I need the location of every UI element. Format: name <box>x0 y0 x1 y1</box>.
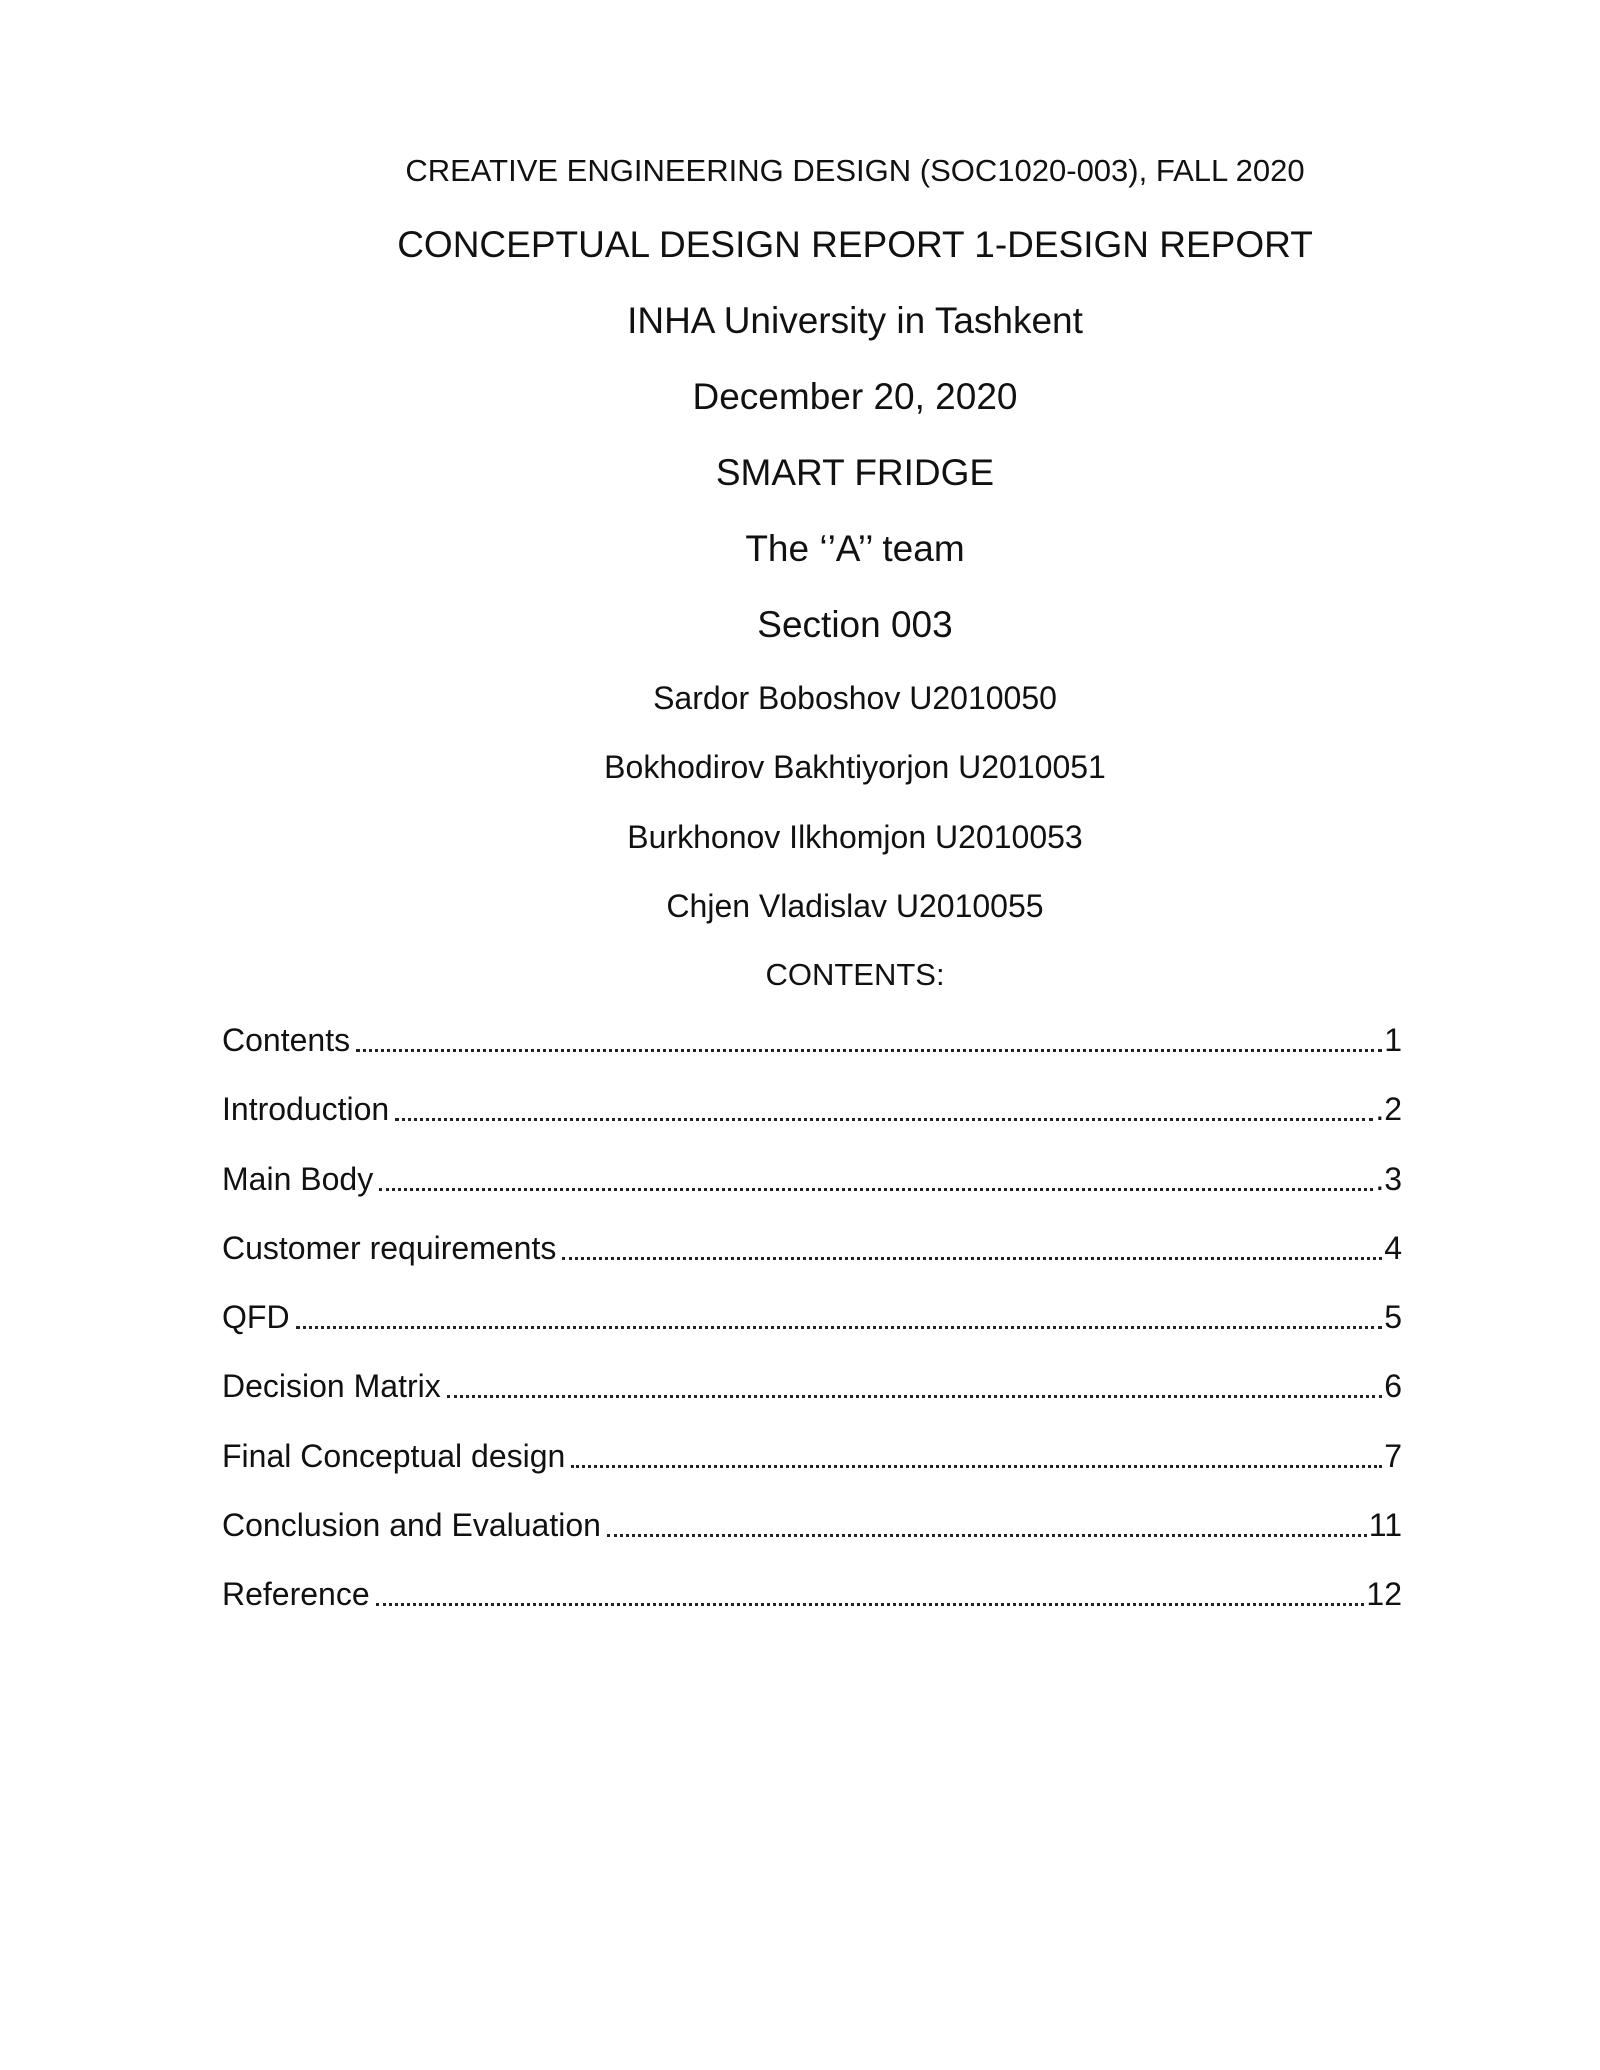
toc-entry <box>222 1437 1402 1509</box>
toc-entry-page: 5 <box>1384 1299 1402 1336</box>
toc-entry <box>222 1024 1402 1093</box>
toc-entry-page: 12 <box>1366 1576 1402 1613</box>
toc-entry-label: Reference <box>222 1576 370 1613</box>
toc-dot-leader <box>395 1093 1373 1125</box>
toc-entry-label: Contents <box>222 1022 351 1058</box>
team-name: The ‘’A’’ team <box>745 528 965 569</box>
team-member: Burkhonov Ilkhomjon U2010053 <box>627 819 1083 855</box>
toc-dot-leader <box>296 1301 1383 1333</box>
toc-entry <box>222 1093 1402 1162</box>
toc-dot-leader <box>356 1024 1382 1056</box>
toc-entry-page: 6 <box>1384 1368 1402 1405</box>
toc-entry-label: Main Body <box>222 1160 374 1197</box>
toc-dot-leader <box>571 1440 1382 1472</box>
toc-entry-page: .3 <box>1375 1160 1402 1197</box>
toc-dot-leader <box>562 1232 1382 1264</box>
team-member: Chjen Vladislav U2010055 <box>666 888 1044 924</box>
toc-dot-leader <box>379 1163 1373 1195</box>
toc-entry-page: 4 <box>1384 1229 1402 1266</box>
team-member: Sardor Boboshov U2010050 <box>653 680 1057 716</box>
toc-entry <box>222 1229 1402 1301</box>
toc-entry <box>222 1578 1402 1647</box>
toc-entry-page: .2 <box>1375 1091 1402 1128</box>
contents-heading: CONTENTS: <box>765 957 945 992</box>
toc-entry <box>222 1509 1402 1578</box>
toc-entry-label: Introduction <box>222 1091 390 1128</box>
toc-entry-label: Customer requirements <box>222 1229 557 1266</box>
toc-entry <box>222 1370 1402 1439</box>
project-name: SMART FRIDGE <box>715 452 995 493</box>
toc-entry-page: 1 <box>1384 1022 1402 1058</box>
toc-entry-label: Final Conceptual design <box>222 1437 566 1474</box>
toc-entry <box>222 1301 1402 1370</box>
report-date: December 20, 2020 <box>692 376 1018 417</box>
toc-dot-leader <box>607 1509 1367 1541</box>
report-title: CONCEPTUAL DESIGN REPORT 1-DESIGN REPORT <box>397 224 1313 265</box>
toc-entry-label: Conclusion and Evaluation <box>222 1507 601 1544</box>
toc-entry-page: 7 <box>1384 1437 1402 1474</box>
toc-dot-leader <box>376 1578 1365 1610</box>
toc-entry-page: 11 <box>1368 1507 1402 1544</box>
table-of-contents <box>222 1024 1402 1648</box>
toc-entry-label: Decision Matrix <box>222 1368 441 1405</box>
university-name: INHA University in Tashkent <box>627 300 1083 341</box>
toc-entry <box>222 1160 1402 1232</box>
toc-entry-label: QFD <box>222 1299 290 1336</box>
team-member: Bokhodirov Bakhtiyorjon U2010051 <box>604 749 1106 785</box>
section-number: Section 003 <box>757 604 953 645</box>
course-line: CREATIVE ENGINEERING DESIGN (SOC1020-003), FALL 2020 <box>405 153 1305 188</box>
toc-dot-leader <box>447 1370 1382 1402</box>
